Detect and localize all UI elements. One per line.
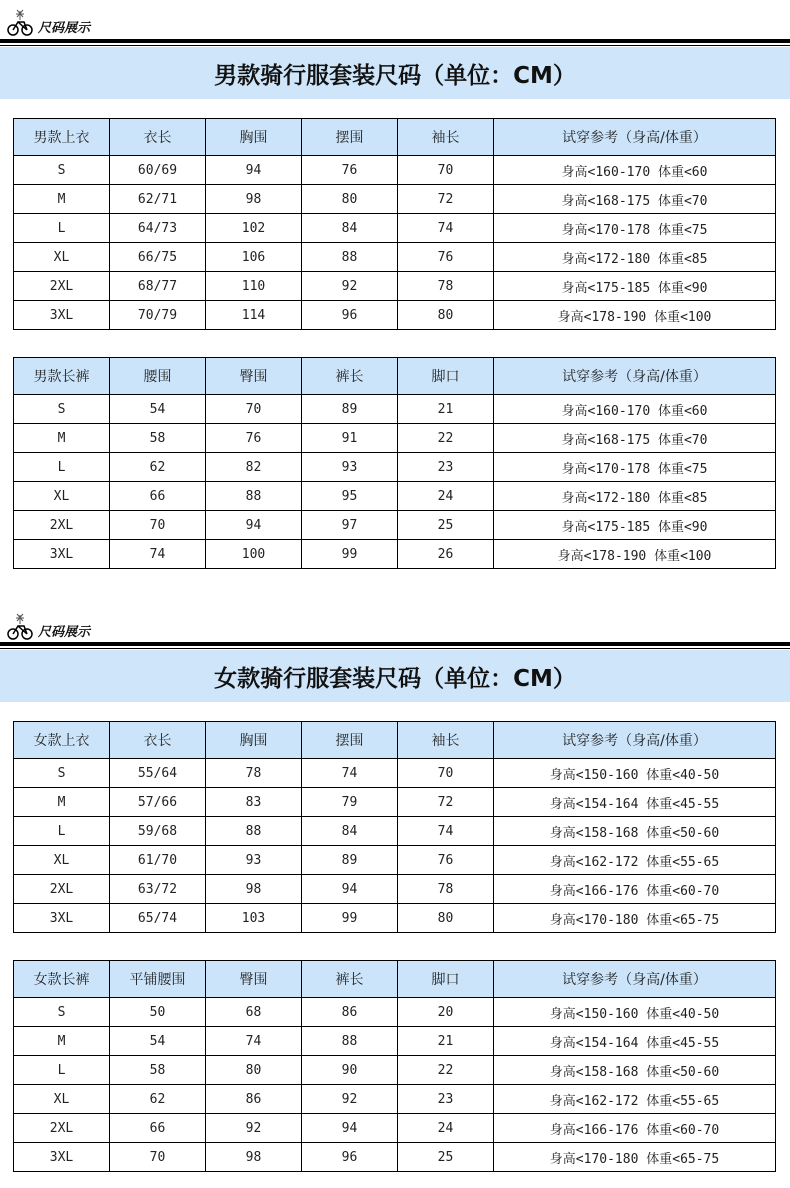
table-row (14, 424, 776, 453)
table-cell: 78 (398, 875, 494, 904)
table-cell: 90 (302, 1056, 398, 1085)
table-cell: 66/75 (110, 243, 206, 272)
table-cell: 2XL (14, 875, 110, 904)
table-cell: 身高<178-190 体重<100 (494, 301, 776, 330)
table-cell: 74 (398, 817, 494, 846)
table-cell: 84 (302, 817, 398, 846)
table-cell: 60/69 (110, 156, 206, 185)
header-row (14, 358, 776, 395)
table-cell: 62 (110, 1085, 206, 1114)
size-table-men-top (13, 118, 776, 330)
table-cell: 114 (206, 301, 302, 330)
table-cell: 93 (206, 846, 302, 875)
table-cell: 70/79 (110, 301, 206, 330)
column-header: 试穿参考（身高/体重） (494, 722, 776, 759)
table-cell: 20 (398, 998, 494, 1027)
table-cell: 26 (398, 540, 494, 569)
table-cell: 68 (206, 998, 302, 1027)
table-cell: 80 (302, 185, 398, 214)
column-header: 摆围 (302, 722, 398, 759)
divider (0, 648, 790, 649)
table-cell: 80 (206, 1056, 302, 1085)
table-cell: 59/68 (110, 817, 206, 846)
table-cell: 88 (302, 243, 398, 272)
column-header: 衣长 (110, 722, 206, 759)
table-cell: 57/66 (110, 788, 206, 817)
table-cell: 58 (110, 424, 206, 453)
table-cell: 94 (302, 875, 398, 904)
table-cell: 92 (302, 272, 398, 301)
column-header: 试穿参考（身高/体重） (494, 358, 776, 395)
table-cell: 74 (110, 540, 206, 569)
table-cell: 74 (302, 759, 398, 788)
table-cell: 2XL (14, 272, 110, 301)
table-cell: 106 (206, 243, 302, 272)
column-header: 裤长 (302, 358, 398, 395)
table-cell: 2XL (14, 511, 110, 540)
table-cell: 83 (206, 788, 302, 817)
table-cell: 70 (206, 395, 302, 424)
table-cell: 身高<170-178 体重<75 (494, 214, 776, 243)
table-cell: 94 (206, 156, 302, 185)
table-cell: 84 (302, 214, 398, 243)
table-row (14, 185, 776, 214)
table-row (14, 156, 776, 185)
table-cell: 21 (398, 395, 494, 424)
table-cell: 身高<154-164 体重<45-55 (494, 1027, 776, 1056)
table-cell: 76 (206, 424, 302, 453)
logo-text: 尺码展示 (38, 625, 91, 640)
logo-text: 尺码展示 (38, 21, 91, 36)
table-cell: 70 (398, 156, 494, 185)
brand-logo (6, 612, 90, 640)
divider (0, 45, 790, 46)
column-header: 平铺腰围 (110, 961, 206, 998)
size-table-women-pants (13, 960, 776, 1172)
table-row (14, 1114, 776, 1143)
column-header: 胸围 (206, 722, 302, 759)
table-cell: 89 (302, 846, 398, 875)
table-cell: 身高<178-190 体重<100 (494, 540, 776, 569)
table-cell: L (14, 453, 110, 482)
table-row (14, 904, 776, 933)
table-cell: 98 (206, 1143, 302, 1172)
table-row (14, 1143, 776, 1172)
table-row (14, 243, 776, 272)
table-cell: 身高<170-180 体重<65-75 (494, 1143, 776, 1172)
header-row (14, 961, 776, 998)
table-cell: 78 (206, 759, 302, 788)
table-row (14, 846, 776, 875)
table-cell: 身高<170-178 体重<75 (494, 453, 776, 482)
table-cell: 76 (398, 846, 494, 875)
table-cell: 身高<166-176 体重<60-70 (494, 875, 776, 904)
table-cell: 70 (110, 511, 206, 540)
table-cell: 23 (398, 453, 494, 482)
table-row (14, 395, 776, 424)
table-cell: 65/74 (110, 904, 206, 933)
table-cell: M (14, 788, 110, 817)
table-cell: 身高<172-180 体重<85 (494, 482, 776, 511)
table-cell: 103 (206, 904, 302, 933)
table-cell: 98 (206, 185, 302, 214)
table-cell: 110 (206, 272, 302, 301)
table-cell: 身高<168-175 体重<70 (494, 424, 776, 453)
table-cell: 78 (398, 272, 494, 301)
header-row (14, 119, 776, 156)
column-header: 试穿参考（身高/体重） (494, 119, 776, 156)
table-cell: S (14, 156, 110, 185)
table-cell: 66 (110, 482, 206, 511)
table-cell: 身高<172-180 体重<85 (494, 243, 776, 272)
table-cell: 身高<175-185 体重<90 (494, 272, 776, 301)
table-cell: 身高<158-168 体重<50-60 (494, 1056, 776, 1085)
table-row (14, 1085, 776, 1114)
table-cell: 62/71 (110, 185, 206, 214)
column-header: 脚口 (398, 961, 494, 998)
table-row (14, 1027, 776, 1056)
table-row (14, 759, 776, 788)
table-cell: 72 (398, 788, 494, 817)
table-cell: 80 (398, 904, 494, 933)
table-cell: 64/73 (110, 214, 206, 243)
divider (0, 642, 790, 646)
table-cell: 99 (302, 540, 398, 569)
table-cell: 96 (302, 301, 398, 330)
table-cell: 68/77 (110, 272, 206, 301)
column-header: 试穿参考（身高/体重） (494, 961, 776, 998)
column-header: 臀围 (206, 961, 302, 998)
table-cell: 100 (206, 540, 302, 569)
table-row (14, 272, 776, 301)
table-cell: 身高<158-168 体重<50-60 (494, 817, 776, 846)
table-row (14, 511, 776, 540)
table-cell: 92 (206, 1114, 302, 1143)
column-header: 脚口 (398, 358, 494, 395)
table-cell: 79 (302, 788, 398, 817)
table-cell: 身高<154-164 体重<45-55 (494, 788, 776, 817)
table-cell: 23 (398, 1085, 494, 1114)
table-cell: 3XL (14, 301, 110, 330)
table-cell: 54 (110, 1027, 206, 1056)
table-row (14, 875, 776, 904)
table-cell: 24 (398, 1114, 494, 1143)
table-row (14, 301, 776, 330)
table-cell: S (14, 759, 110, 788)
table-cell: 62 (110, 453, 206, 482)
table-cell: 95 (302, 482, 398, 511)
table-cell: 96 (302, 1143, 398, 1172)
table-cell: 76 (398, 243, 494, 272)
table-cell: 89 (302, 395, 398, 424)
table-cell: 80 (398, 301, 494, 330)
table-cell: 3XL (14, 1143, 110, 1172)
table-cell: 54 (110, 395, 206, 424)
table-row (14, 482, 776, 511)
table-cell: 86 (206, 1085, 302, 1114)
section-title: 男款骑行服套装尺码（单位：CM） (0, 47, 790, 99)
column-header: 男款长裤 (14, 358, 110, 395)
table-cell: 身高<160-170 体重<60 (494, 156, 776, 185)
table-cell: M (14, 1027, 110, 1056)
brand-logo (6, 8, 90, 36)
table-cell: 身高<175-185 体重<90 (494, 511, 776, 540)
table-cell: 91 (302, 424, 398, 453)
table-cell: XL (14, 846, 110, 875)
table-row (14, 453, 776, 482)
table-cell: 2XL (14, 1114, 110, 1143)
table-cell: S (14, 395, 110, 424)
table-cell: 身高<150-160 体重<40-50 (494, 998, 776, 1027)
table-cell: 61/70 (110, 846, 206, 875)
table-cell: 22 (398, 424, 494, 453)
column-header: 女款上衣 (14, 722, 110, 759)
table-cell: 88 (206, 817, 302, 846)
table-cell: 身高<162-172 体重<55-65 (494, 846, 776, 875)
table-cell: 22 (398, 1056, 494, 1085)
table-cell: 63/72 (110, 875, 206, 904)
table-cell: 98 (206, 875, 302, 904)
table-cell: 55/64 (110, 759, 206, 788)
table-cell: 76 (302, 156, 398, 185)
table-cell: XL (14, 482, 110, 511)
table-cell: 72 (398, 185, 494, 214)
table-cell: 身高<166-176 体重<60-70 (494, 1114, 776, 1143)
divider (0, 39, 790, 43)
table-cell: 74 (206, 1027, 302, 1056)
table-cell: 88 (206, 482, 302, 511)
column-header: 袖长 (398, 722, 494, 759)
table-cell: 50 (110, 998, 206, 1027)
table-cell: 94 (206, 511, 302, 540)
table-cell: 93 (302, 453, 398, 482)
column-header: 裤长 (302, 961, 398, 998)
table-cell: 58 (110, 1056, 206, 1085)
header-row (14, 722, 776, 759)
table-cell: 25 (398, 511, 494, 540)
table-cell: 25 (398, 1143, 494, 1172)
table-row (14, 540, 776, 569)
table-cell: 身高<170-180 体重<65-75 (494, 904, 776, 933)
table-cell: 86 (302, 998, 398, 1027)
bicycle-icon (6, 612, 34, 640)
table-row (14, 788, 776, 817)
column-header: 胸围 (206, 119, 302, 156)
column-header: 男款上衣 (14, 119, 110, 156)
column-header: 女款长裤 (14, 961, 110, 998)
table-cell: 88 (302, 1027, 398, 1056)
table-cell: 3XL (14, 904, 110, 933)
table-cell: M (14, 185, 110, 214)
table-cell: L (14, 214, 110, 243)
table-cell: XL (14, 243, 110, 272)
table-cell: 身高<162-172 体重<55-65 (494, 1085, 776, 1114)
table-cell: 70 (110, 1143, 206, 1172)
table-row (14, 214, 776, 243)
column-header: 袖长 (398, 119, 494, 156)
column-header: 臀围 (206, 358, 302, 395)
table-cell: 97 (302, 511, 398, 540)
table-cell: 102 (206, 214, 302, 243)
table-cell: XL (14, 1085, 110, 1114)
column-header: 衣长 (110, 119, 206, 156)
table-cell: 身高<168-175 体重<70 (494, 185, 776, 214)
table-cell: 94 (302, 1114, 398, 1143)
table-cell: 99 (302, 904, 398, 933)
table-cell: 82 (206, 453, 302, 482)
table-cell: L (14, 817, 110, 846)
column-header: 腰围 (110, 358, 206, 395)
table-row (14, 998, 776, 1027)
bicycle-icon (6, 8, 34, 36)
table-row (14, 1056, 776, 1085)
table-row (14, 817, 776, 846)
size-table-women-top (13, 721, 776, 933)
size-table-men-pants (13, 357, 776, 569)
column-header: 摆围 (302, 119, 398, 156)
table-cell: 24 (398, 482, 494, 511)
table-cell: M (14, 424, 110, 453)
section-title: 女款骑行服套装尺码（单位：CM） (0, 650, 790, 702)
table-cell: 70 (398, 759, 494, 788)
table-cell: 66 (110, 1114, 206, 1143)
table-cell: 身高<150-160 体重<40-50 (494, 759, 776, 788)
table-cell: 3XL (14, 540, 110, 569)
table-cell: 74 (398, 214, 494, 243)
table-cell: S (14, 998, 110, 1027)
table-cell: 92 (302, 1085, 398, 1114)
table-cell: 21 (398, 1027, 494, 1056)
table-cell: 身高<160-170 体重<60 (494, 395, 776, 424)
table-cell: L (14, 1056, 110, 1085)
